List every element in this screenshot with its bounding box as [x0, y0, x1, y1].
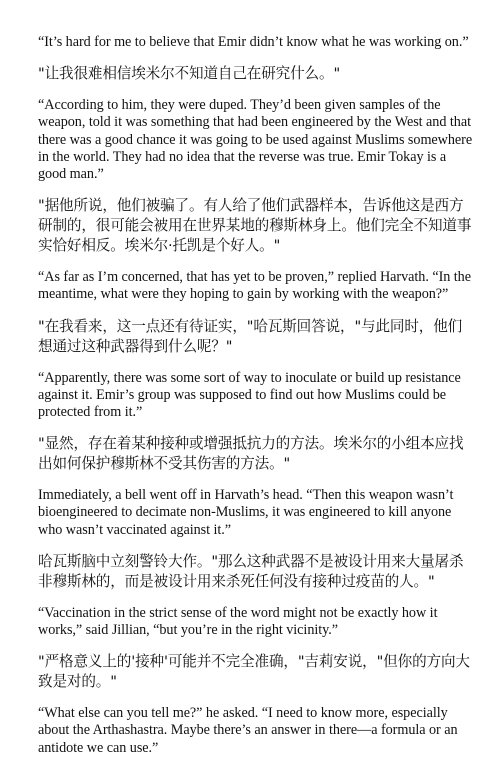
paragraph-en-4: “Apparently, there was some sort of way to inoculate or build up resistance against it. Emir’s group was supposed to find out how Muslims could be protected from it.” — [38, 369, 461, 421]
paragraph-zh-2: "据他所说，他们被骗了。有人给了他们武器样本，告诉他这是西方研制的，很可能会被用在世界某地的穆斯林身上。他们完全不知道事实恰好相反。埃米尔·托凯是个好人。" — [38, 197, 472, 255]
paragraph-en-5: Immediately, a bell went off in Harvath’s head. “Then this weapon wasn’t bioengineered to decimate non-Muslims, it was engineered to kill anyone who wasn’t vaccinated against it.” — [38, 487, 454, 538]
paragraph-en-3: “As far as I’m concerned, that has yet to be proven,” replied Harvath. “In the meantime, what were they hoping to gain by working with the weapon?” — [38, 269, 471, 303]
paragraph-en-6: “Vaccination in the strict sense of the word might not be exactly how it works,” said Jillian, “but you’re in the right vicinity.” — [38, 604, 438, 639]
paragraph-zh-6: "严格意义上的'接种'可能并不完全准确，"吉莉安说，"但你的方向大致是对的。" — [38, 653, 470, 691]
paragraph-en-7: “What else can you tell me?” he asked. “I need to know more, especially about the Arthashastra. Maybe there’s an answer in there—a formula or an antidote we can use.” — [38, 705, 458, 756]
paragraph-en-1: “It’s hard for me to believe that Emir didn’t know what he was working on.” — [38, 34, 469, 50]
paragraph-zh-5: 哈瓦斯脑中立刻警铃大作。"那么这种武器不是被设计用来大量屠杀非穆斯林的，而是被设计用来杀死任何没有接种过疫苗的人。" — [38, 552, 464, 590]
paragraph-en-2: “According to him, they were duped. They’d been given samples of the weapon, told it was something that had been engineered by the West and that there was a good chance it was going to be used against Muslims somewhere in the world. They had no idea that the reverse was true. Emir Tokay is a good man.” — [38, 97, 473, 183]
paragraph-zh-1: "让我很难相信埃米尔不知道自己在研究什么。" — [38, 65, 341, 83]
paragraph-zh-3: "在我看来，这一点还有待证实，"哈瓦斯回答说，"与此同时，他们想通过这种武器得到什么呢？" — [38, 317, 463, 355]
paragraph-zh-4: "显然，存在着某种接种或增强抵抗力的方法。埃米尔的小组本应找出如何保护穆斯林不受其伤害的方法。" — [38, 435, 464, 473]
